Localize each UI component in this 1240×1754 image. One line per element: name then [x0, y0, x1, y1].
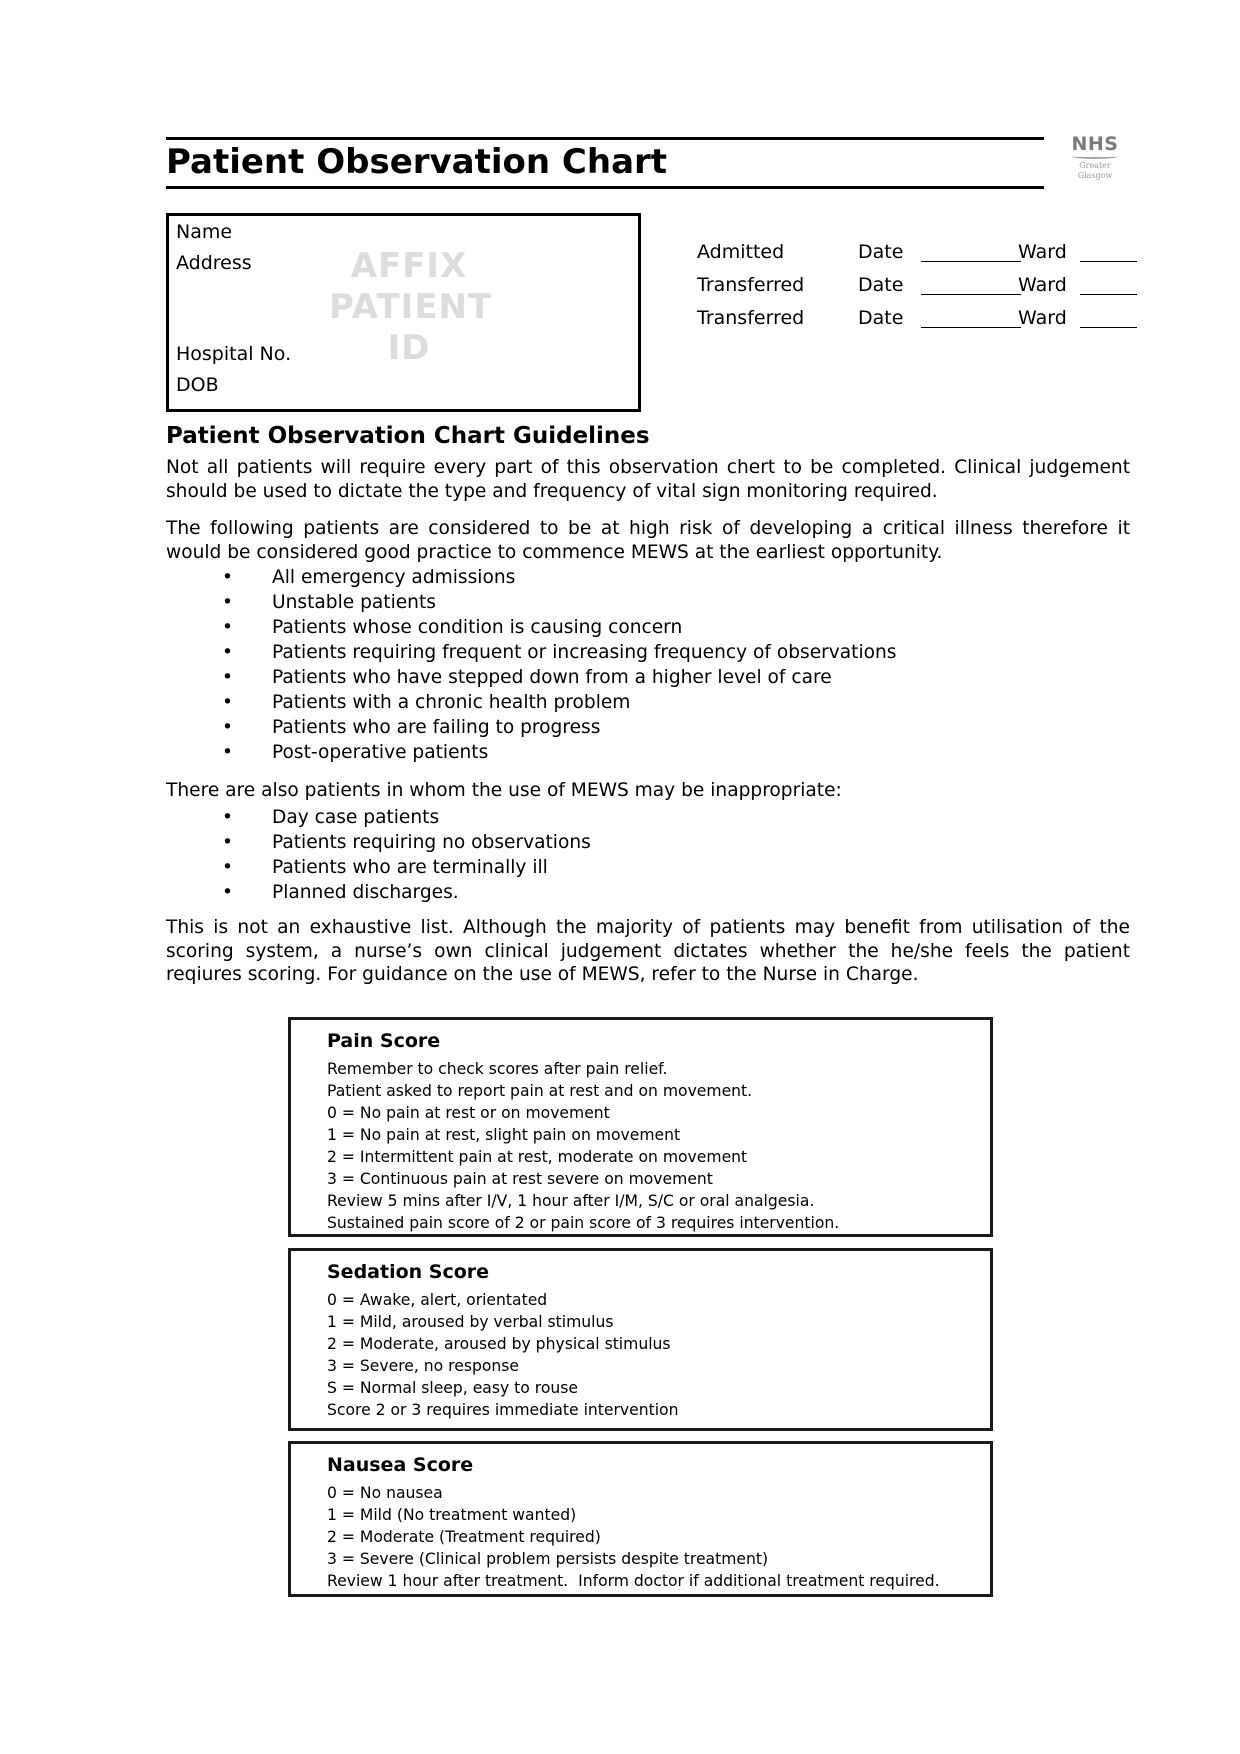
ward-label: Ward: [1018, 241, 1067, 263]
pain-score-line: Remember to check scores after pain relief.: [327, 1060, 668, 1078]
pain-score-box: [288, 1017, 993, 1237]
guidelines-heading: Patient Observation Chart Guidelines: [166, 423, 650, 449]
sedation-score-line: 3 = Severe, no response: [327, 1357, 519, 1375]
bullet-icon: •: [222, 592, 233, 613]
nausea-score-title: Nausea Score: [327, 1454, 474, 1476]
list-item-text: Patients whose condition is causing concern: [272, 617, 683, 638]
watermark-line-2: PATIENT: [329, 287, 493, 327]
ward-field[interactable]: [1080, 327, 1137, 328]
address-label: Address: [176, 252, 252, 274]
list-item: [166, 615, 1066, 640]
pain-score-line: 0 = No pain at rest or on movement: [327, 1104, 610, 1122]
closing-paragraph: This is not an exhaustive list. Although the majority of patients may benefit from utilisation of the scoring system, a nurse’s own clinical judgement dictates whether the he/she feels the patient reqiures scoring. For guidance on the use of MEWS, refer to the Nurse in Charge.: [166, 917, 1130, 985]
pain-score-line: 3 = Continuous pain at rest severe on movement: [327, 1170, 713, 1188]
list-item-text: Patients requiring frequent or increasing frequency of observations: [272, 642, 897, 663]
nausea-score-line: 3 = Severe (Clinical problem persists despite treatment): [327, 1550, 769, 1568]
guidelines-intro: Not all patients will require every part of this observation chert to be completed. Clinical judgement should be used to dictate the type and frequency of vital sign monitoring required.: [166, 457, 1130, 502]
bullet-icon: •: [222, 882, 233, 903]
ward-field[interactable]: [1080, 294, 1137, 295]
pain-score-line: Patient asked to report pain at rest and on movement.: [327, 1082, 753, 1100]
page-title: Patient Observation Chart: [166, 142, 668, 182]
name-label: Name: [176, 221, 233, 243]
transfer-status: Transferred: [697, 307, 805, 329]
bullet-icon: •: [222, 617, 233, 638]
list-item: [166, 565, 1066, 590]
list-item-text: All emergency admissions: [272, 567, 516, 588]
date-label: Date: [858, 274, 904, 296]
nhs-logo-icon: [1066, 134, 1124, 192]
list-item: [166, 590, 1066, 615]
pain-score-line: Review 5 mins after I/V, 1 hour after I/M, S/C or oral analgesia.: [327, 1192, 815, 1210]
list-item: [166, 665, 1066, 690]
date-label: Date: [858, 241, 904, 263]
transfer-row-1: [697, 272, 1137, 298]
list-item-text: Day case patients: [272, 807, 440, 828]
list-item: [166, 690, 1066, 715]
sedation-score-line: 1 = Mild, aroused by verbal stimulus: [327, 1313, 614, 1331]
nausea-score-line: 0 = No nausea: [327, 1484, 443, 1502]
list-item-text: Planned discharges.: [272, 882, 459, 903]
list-item: [166, 740, 1066, 765]
pain-score-line: 1 = No pain at rest, slight pain on movement: [327, 1126, 681, 1144]
pain-score-line: Sustained pain score of 2 or pain score of 3 requires intervention.: [327, 1214, 840, 1232]
sedation-score-title: Sedation Score: [327, 1261, 490, 1283]
watermark-line-3: ID: [387, 328, 431, 368]
date-field[interactable]: [921, 327, 1021, 328]
nausea-score-box: [288, 1441, 993, 1597]
bullet-icon: •: [222, 567, 233, 588]
date-label: Date: [858, 307, 904, 329]
list-item: [166, 855, 1066, 880]
transfer-status: Transferred: [697, 274, 805, 296]
date-field[interactable]: [921, 294, 1021, 295]
date-field[interactable]: [921, 261, 1021, 262]
list-item-text: Patients who are terminally ill: [272, 857, 548, 878]
logo-brand: NHS: [1071, 133, 1119, 155]
admission-row: [697, 239, 1137, 265]
bullet-icon: •: [222, 642, 233, 663]
bullet-icon: •: [222, 832, 233, 853]
bullet-icon: •: [222, 717, 233, 738]
bullet-icon: •: [222, 807, 233, 828]
nausea-score-line: Review 1 hour after treatment. Inform doctor if additional treatment required.: [327, 1572, 940, 1590]
ward-label: Ward: [1018, 307, 1067, 329]
ward-field[interactable]: [1080, 261, 1137, 262]
bullet-icon: •: [222, 857, 233, 878]
high-risk-list: [166, 565, 1066, 765]
sedation-score-box: [288, 1248, 993, 1431]
transfer-row-2: [697, 305, 1137, 331]
sedation-score-line: Score 2 or 3 requires immediate intervention: [327, 1401, 679, 1419]
sedation-score-line: 2 = Moderate, aroused by physical stimulus: [327, 1335, 671, 1353]
ward-label: Ward: [1018, 274, 1067, 296]
inappropriate-list: [166, 805, 1066, 905]
list-item-text: Patients who have stepped down from a higher level of care: [272, 667, 832, 688]
nausea-score-line: 1 = Mild (No treatment wanted): [327, 1506, 577, 1524]
list-item-text: Post-operative patients: [272, 742, 489, 763]
inappropriate-intro: There are also patients in whom the use of MEWS may be inappropriate:: [166, 780, 842, 801]
bullet-icon: •: [222, 692, 233, 713]
list-item-text: Patients requiring no observations: [272, 832, 591, 853]
logo-subtitle-1: Greater: [1079, 161, 1111, 170]
list-item: [166, 830, 1066, 855]
list-item-text: Patients with a chronic health problem: [272, 692, 631, 713]
title-bottom-rule: [166, 186, 1044, 189]
list-item: [166, 640, 1066, 665]
list-item-text: Unstable patients: [272, 592, 436, 613]
pain-score-line: 2 = Intermittent pain at rest, moderate on movement: [327, 1148, 748, 1166]
logo-subtitle-2: Glasgow: [1077, 171, 1113, 180]
list-item-text: Patients who are failing to progress: [272, 717, 601, 738]
affix-patient-id-watermark: [329, 246, 493, 369]
nausea-score-line: 2 = Moderate (Treatment required): [327, 1528, 601, 1546]
watermark-line-1: AFFIX: [350, 246, 468, 286]
list-item: [166, 880, 1066, 905]
dob-label: DOB: [176, 374, 219, 396]
sedation-score-line: S = Normal sleep, easy to rouse: [327, 1379, 578, 1397]
admission-status: Admitted: [697, 241, 785, 263]
patient-id-box[interactable]: [166, 213, 641, 412]
sedation-score-line: 0 = Awake, alert, orientated: [327, 1291, 548, 1309]
list-item: [166, 715, 1066, 740]
high-risk-intro: The following patients are considered to be at high risk of developing a critical illness therefore it would be considered good practice to commence MEWS at the earliest opportunity.: [166, 518, 1130, 563]
list-item: [166, 805, 1066, 830]
pain-score-title: Pain Score: [327, 1030, 441, 1052]
hospital-no-label: Hospital No.: [176, 343, 292, 365]
bullet-icon: •: [222, 667, 233, 688]
bullet-icon: •: [222, 742, 233, 763]
